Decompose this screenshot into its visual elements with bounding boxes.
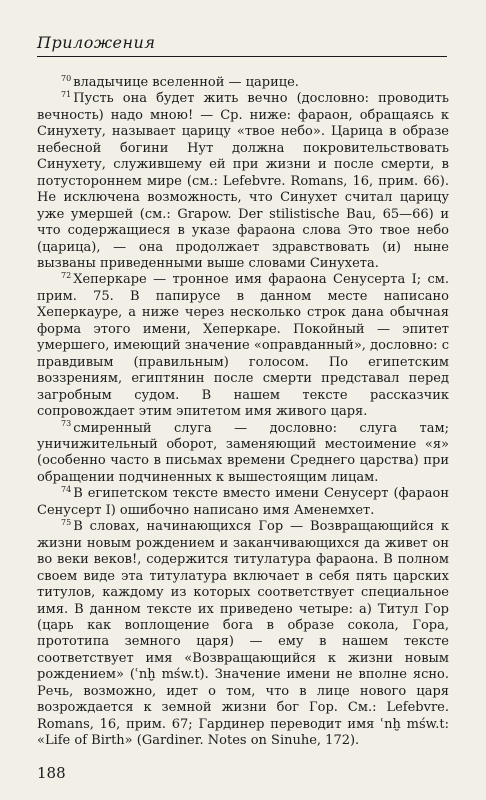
note-72 [37,272,449,420]
note-text: Хеперкаре — тронное имя фараона Сенусерта I; см. прим. 75. В папирусе в данном месте написано Хеперкауре, а ниже через несколько строк дана обычная форма этого имени, Хеперкаре. Покойный — эпитет умершего, имеющий значение «оправданный», дословно: с правдивым (правильным) голосом. По египетским воззрениям, египтянин после смерти представал перед загробным судом. В нашем тексте рассказчик сопровождает этим эпитетом имя живого царя. [37,272,449,420]
note-75 [37,519,449,749]
notes-column [37,75,449,750]
note-text: В словах, начинающихся Гор — Возвращающийся к жизни новым рождением и заканчивающихся да живет он во веки веков!, содержится титулатура фараона. В полном своем виде эта титулатура включает в себя пять царских титулов, каждому из которых соответствует специальное имя. В данном тексте их приведено четыре: а) Титул Гор (царь как воплощение бога в образе сокола, Гора, прототипа земного царя) — ему в нашем тексте соответствует имя «Возвращающийся к жизни новым рождением» (ʿnḫ mśw.t). Значение имени не вполне ясно. Речь, возможно, идет о том, что в лице нового царя возрождается к земной жизни бог Гор. См.: Lefebvre. Romans, 16, прим. 67; Гардинер переводит имя ʿnḫ mśw.t: «Life of Birth» (Gardiner. Notes on Sinuhe, 172). [37,519,449,749]
note-number: 75 [61,517,72,527]
note-number: 73 [61,419,72,429]
header-rule [37,56,447,57]
note-text: владычице вселенной — царице. [73,75,299,90]
note-text: смиренный слуга — дословно: слуга там; уничижительный оборот, заменяющий местоимение «я» (особенно часто в письмах времени Среднего царства) при обращении подчиненных к вышестоящим лицам. [37,420,449,485]
note-number: 74 [61,485,72,494]
note-text: Пусть она будет жить вечно (дословно: проводить вечность) надо мною! — Ср. ниже: фараон, обращаясь к Синухету, называет царицу «твое небо». Царица в образе небесной богини Нут должна покровительствовать Синухету, служившему ей при жизни и после смерти, в потустороннем мире (см.: Lefebvre. Romans, 16, прим. 66). Не исключена возможность, что Синухет считал царицу уже умершей (см.: Grapow. Der stilistische Bau, 65—66) и что содержащиеся в указе фараона слова Это твое небо (царица), — она продолжает здравствовать (и) ныне вызваны приведенными выше словами Синухета. [37,91,449,271]
note-71 [37,91,449,272]
page-number: 188 [37,764,66,782]
note-73 [37,421,449,487]
running-head: Приложения [37,33,156,52]
note-number: 71 [61,90,72,100]
note-74 [37,486,449,519]
note-number: 70 [61,73,72,83]
note-text: В египетском тексте вместо имени Сенусерт (фараон Сенусерт I) ошибочно написано имя Аменемхет. [37,486,449,518]
note-number: 72 [61,271,72,281]
note-70 [37,75,449,91]
